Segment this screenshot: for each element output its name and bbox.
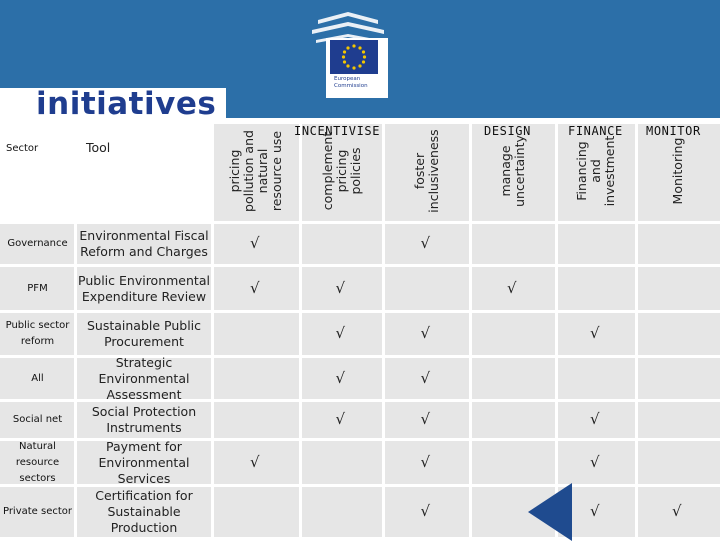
check-mark: √ <box>420 368 431 387</box>
header-band <box>212 124 720 224</box>
initiatives-table <box>0 124 720 540</box>
row-sector <box>0 358 75 399</box>
column-header-6: Monitoring <box>670 137 685 205</box>
check-mark: √ <box>672 502 682 520</box>
check-mark: √ <box>590 324 600 342</box>
european-commission-logo <box>308 12 388 98</box>
row-sector <box>0 313 75 355</box>
group-label-monitor: MONITOR <box>646 124 701 138</box>
row-tool <box>78 487 210 537</box>
row-tool-label: Certification for Sustainable Production <box>95 488 193 535</box>
column-gutter <box>211 124 214 540</box>
row-tool <box>78 438 210 486</box>
group-label-design: DESIGN <box>484 124 531 138</box>
row-sector <box>0 402 75 438</box>
row-sector <box>0 487 75 537</box>
row-sector-label: All <box>31 372 44 384</box>
tool-column-header: Tool <box>86 140 111 155</box>
logo-line-1: European <box>334 76 361 82</box>
group-label-finance: FINANCE <box>568 124 623 138</box>
row-tool <box>78 402 210 438</box>
previous-arrow-icon[interactable] <box>528 483 572 541</box>
row-tool <box>78 267 210 310</box>
sector-column-header: Sector <box>6 143 39 154</box>
row-sector <box>0 224 75 264</box>
check-mark: √ <box>250 234 260 252</box>
check-mark: √ <box>590 410 600 428</box>
check-mark: √ <box>250 452 260 471</box>
row-tool <box>78 354 210 402</box>
group-label-incentivise: INCENTIVISE <box>294 124 381 138</box>
column-header-5: Financing and investment <box>574 135 617 207</box>
check-mark: √ <box>335 278 346 297</box>
check-mark: √ <box>590 502 600 520</box>
eu-flag-icon <box>330 40 378 74</box>
row-sector-label: Public sector reform <box>5 320 70 347</box>
row-sector-label: Private sector <box>2 506 73 517</box>
check-mark: √ <box>335 368 346 387</box>
check-mark: √ <box>420 324 431 342</box>
row-sector-label: Governance <box>7 238 68 249</box>
row-sector-label: PFM <box>27 282 48 294</box>
row-sector-label: Social net <box>12 414 63 425</box>
column-gutter <box>299 124 302 540</box>
column-header-1: pricing pollution and natural resource use <box>227 130 284 212</box>
column-header-2: complement pricing policies <box>319 131 363 211</box>
row-sector <box>0 267 75 310</box>
row-tool-label: Social Protection Instruments <box>91 404 197 435</box>
logo-text <box>334 76 394 90</box>
column-gutter <box>635 124 638 540</box>
row-tool <box>78 313 210 355</box>
row-sector-label: Natural resource sectors <box>15 440 60 484</box>
row-tool-label: Environmental Fiscal Reform and Charges <box>79 228 209 259</box>
check-mark: √ <box>335 410 346 428</box>
check-mark: √ <box>420 452 431 471</box>
row-tool <box>78 224 210 264</box>
check-mark: √ <box>420 410 431 428</box>
check-mark: √ <box>590 452 600 471</box>
column-header-3: foster inclusiveness <box>411 129 441 213</box>
row-sector <box>0 441 75 484</box>
row-tool-label: Sustainable Public Procurement <box>86 318 202 349</box>
check-mark: √ <box>420 234 431 252</box>
row-tool-label: Payment for Environmental Services <box>98 438 190 486</box>
column-gutter <box>555 124 558 540</box>
page-title: initiatives <box>36 86 217 122</box>
column-header-4: manage uncertainty <box>498 135 527 207</box>
check-mark: √ <box>420 502 431 520</box>
row-tool-label: Strategic Environmental Assessment <box>98 354 190 402</box>
check-mark: √ <box>507 278 517 297</box>
check-mark: √ <box>250 278 260 297</box>
row-tool-label: Public Environmental Expenditure Review <box>78 272 210 304</box>
logo-line-2: Commission <box>334 83 368 89</box>
check-mark: √ <box>335 324 346 342</box>
column-gutter <box>469 124 472 540</box>
column-gutter <box>382 124 385 540</box>
